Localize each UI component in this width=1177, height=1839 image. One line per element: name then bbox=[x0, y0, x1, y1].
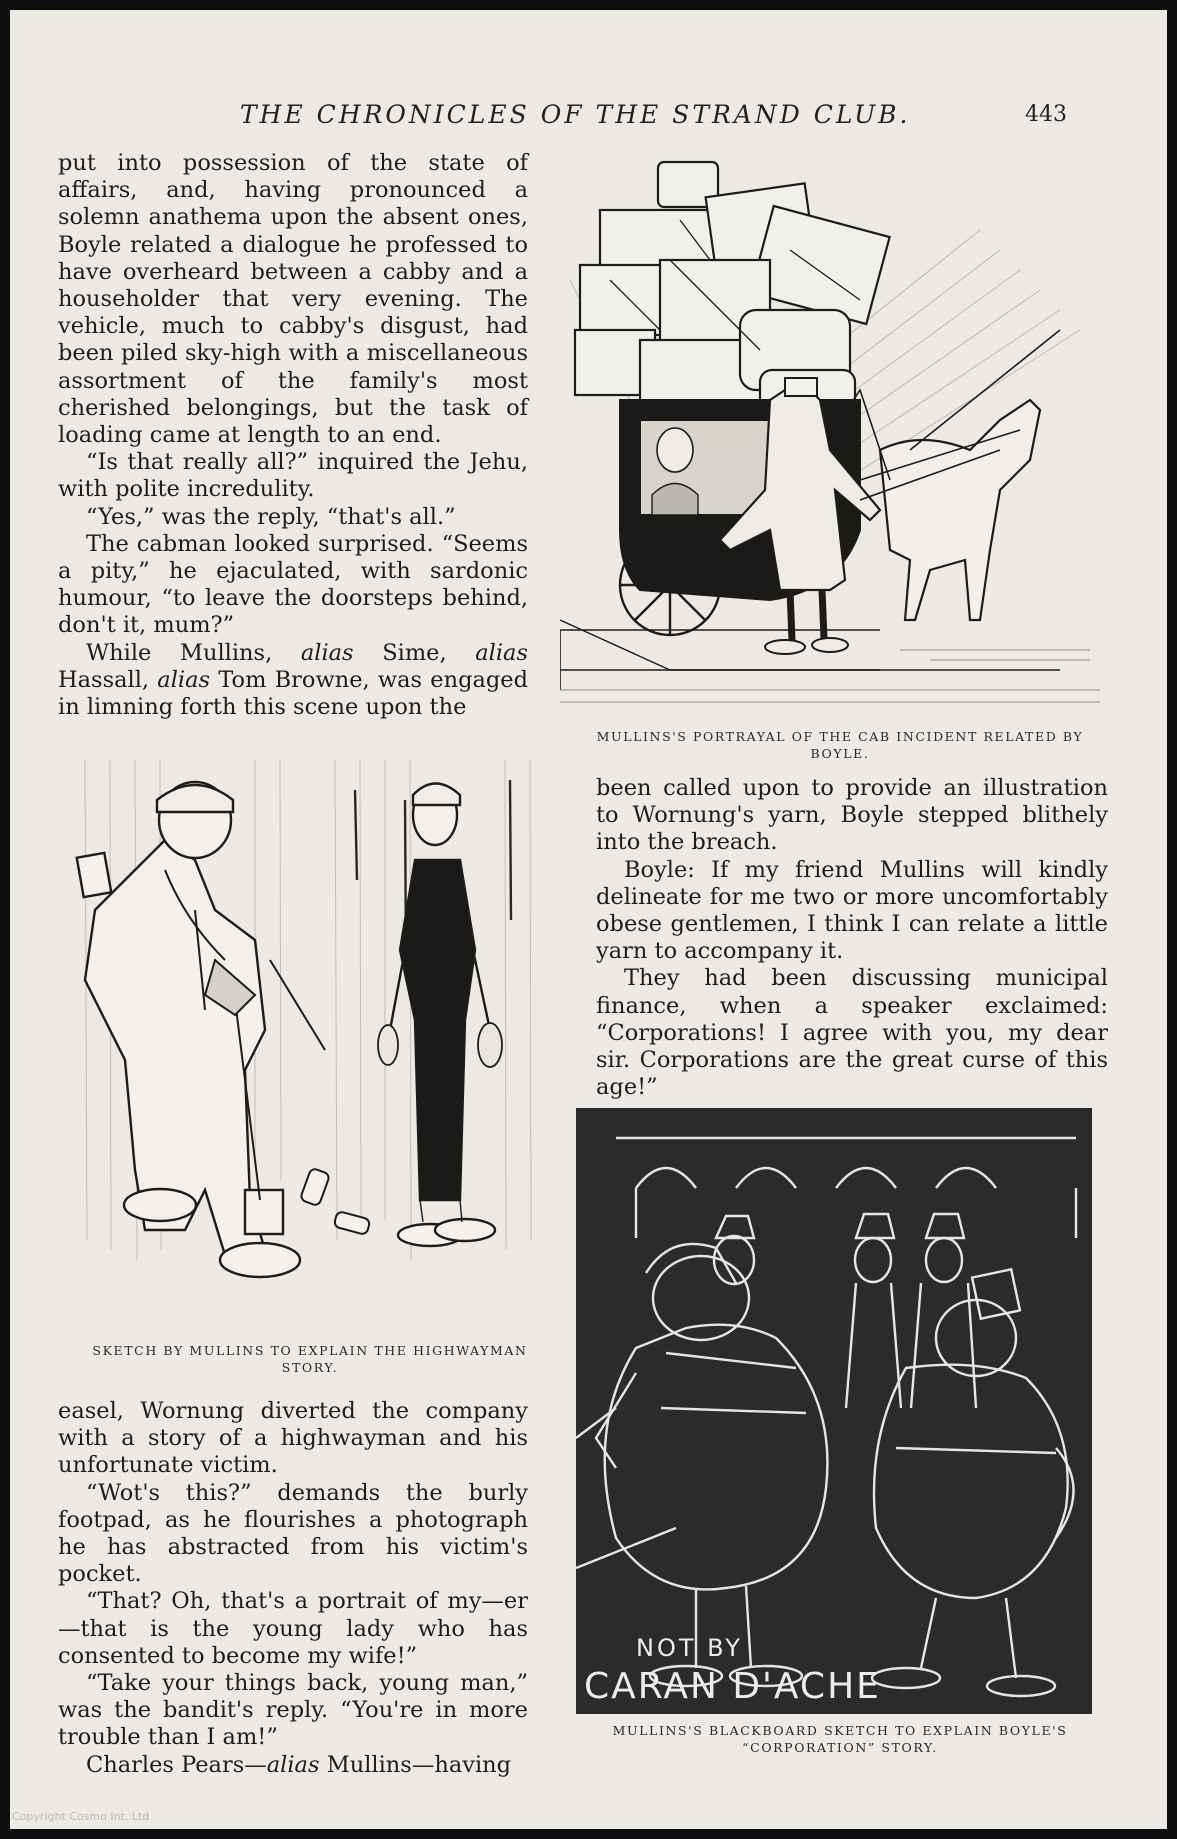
magazine-page bbox=[10, 10, 1167, 1829]
running-title: THE CHRONICLES OF THE STRAND CLUB. bbox=[240, 100, 911, 129]
left-column-bottom-text bbox=[58, 1398, 528, 1779]
cab-illustration-caption: MULLINS'S PORTRAYAL OF THE CAB INCIDENT RELATED BY BOYLE. bbox=[596, 729, 1084, 761]
page-number: 443 bbox=[1025, 102, 1067, 127]
paragraph: “Wot's this?” demands the burly footpad, as he flourishes a photograph he has abstracted from his victim's pocket. bbox=[58, 1479, 528, 1588]
highwayman-illustration-caption: SKETCH BY MULLINS TO EXPLAIN THE HIGHWAYMAN STORY. bbox=[92, 1343, 528, 1375]
blackboard-illustration bbox=[576, 1108, 1092, 1714]
left-column-top-text bbox=[58, 150, 528, 721]
paragraph: “That? Oh, that's a portrait of my—er—that is the young lady who has consented to become my wife!” bbox=[58, 1588, 528, 1669]
cab-incident-illustration bbox=[560, 150, 1100, 720]
paragraph: “Is that really all?” inquired the Jehu, with polite incredulity. bbox=[58, 449, 528, 503]
highwayman-illustration bbox=[65, 760, 555, 1315]
board-text-line2: CARAN D'ACHE bbox=[584, 1666, 881, 1707]
blackboard-illustration-caption: MULLINS'S BLACKBOARD SKETCH TO EXPLAIN BOYLE'S “CORPORATION” STORY. bbox=[612, 1723, 1068, 1755]
paragraph: “Yes,” was the reply, “that's all.” bbox=[86, 503, 456, 530]
paragraph: “Take your things back, young man,” was the bandit's reply. “You're in more trouble than I am!” bbox=[58, 1670, 528, 1751]
copyright-notice: Copyright Cosmo Int. Ltd bbox=[12, 1810, 150, 1823]
paragraph: While Mullins, alias Sime, alias Hassall, alias Tom Browne, was engaged in limning forth this scene upon the bbox=[58, 639, 529, 721]
paragraph: put into possession of the state of affairs, and, having pronounced a solemn anathema upon the absent ones, Boyle related a dialogue he professed to have overheard between a cabby and a householder that very evening. The vehicle, much to cabby's disgust, had been piled sky-high with a miscellaneous assortment of the family's most cherished belongings, but the task of loading came at length to an end. bbox=[58, 150, 528, 449]
paragraph: easel, Wornung diverted the company with a story of a highwayman and his unfortunate victim. bbox=[58, 1398, 528, 1479]
right-column-text bbox=[596, 775, 1108, 1101]
paragraph: Charles Pears—alias Mullins—having bbox=[86, 1751, 512, 1778]
paragraph: Boyle: If my friend Mullins will kindly delineate for me two or more uncomfortably obese gentlemen, I think I can relate a little yarn to accompany it. bbox=[596, 856, 1108, 965]
running-head bbox=[10, 100, 1167, 136]
board-text-line1: NOT BY bbox=[636, 1634, 743, 1662]
paragraph: been called upon to provide an illustration to Wornung's yarn, Boyle stepped blithely into the breach. bbox=[596, 775, 1108, 856]
paragraph: They had been discussing municipal finance, when a speaker exclaimed: “Corporations! I agree with you, my dear sir. Corporations are the great curse of this age!” bbox=[596, 965, 1108, 1101]
paragraph: The cabman looked surprised. “Seems a pity,” he ejaculated, with sardonic humour, “to leave the doorsteps behind, don't it, mum?” bbox=[58, 530, 528, 639]
